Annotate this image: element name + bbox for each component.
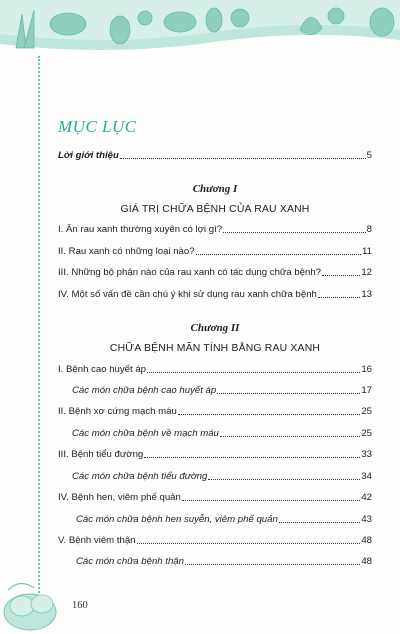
toc-entry[interactable]: [58, 267, 372, 279]
dot-leader: [217, 393, 360, 394]
toc-entry-title: V. Bệnh viêm thận: [58, 535, 136, 546]
chapter1-title: GIÁ TRỊ CHỮA BỆNH CỦA RAU XANH: [120, 204, 310, 215]
page-heading: MỤC LỤC: [58, 117, 137, 136]
dot-leader: [137, 543, 361, 544]
toc-entry-title: IV. Bệnh hen, viêm phế quản: [58, 492, 181, 503]
toc-entry-page: 34: [361, 471, 372, 482]
toc-entry[interactable]: [58, 224, 372, 236]
chapter2-title: CHỮA BỆNH MÃN TÍNH BẰNG RAU XANH: [109, 343, 321, 354]
toc-entry-title: I. Bệnh cao huyết áp: [58, 364, 147, 375]
toc-subentry[interactable]: [58, 514, 372, 526]
toc-entry-page: 42: [361, 492, 372, 503]
dot-leader: [279, 522, 361, 523]
dot-leader: [322, 275, 360, 276]
toc-entry-title: Lời giới thiệu: [58, 150, 119, 161]
toc-entry-title: Các món chữa bệnh cao huyết áp: [72, 385, 217, 396]
toc-entry[interactable]: [58, 449, 372, 461]
vegetable-corner-illustration: [0, 570, 70, 634]
toc-entry-page: 5: [366, 150, 372, 161]
dot-leader: [178, 414, 360, 415]
toc-entry[interactable]: [58, 492, 372, 504]
toc-entry-page: 25: [361, 428, 372, 439]
dot-leader: [220, 436, 360, 437]
toc-subentry[interactable]: [58, 556, 372, 568]
toc-subentry[interactable]: [58, 428, 372, 440]
page-number: 160: [72, 600, 88, 611]
dot-leader: [223, 232, 366, 233]
toc-entry-page: 8: [366, 224, 372, 235]
toc-entry[interactable]: [58, 364, 372, 376]
dot-leader: [185, 564, 360, 565]
toc-entry-title: III. Bệnh tiểu đường: [58, 449, 144, 460]
toc-entry-page: 12: [361, 267, 372, 278]
toc-entry-page: 33: [361, 449, 372, 460]
dot-leader: [318, 297, 360, 298]
toc-entry-title: III. Những bộ phận nào của rau xanh có tác dụng chữa bệnh?: [58, 267, 322, 278]
toc-entry-page: 43: [361, 514, 372, 525]
toc-entry-page: 25: [361, 406, 372, 417]
dot-leader: [120, 158, 366, 159]
dot-leader: [147, 372, 360, 373]
chapter2-label: Chương II: [190, 322, 240, 334]
toc-entry-title: II. Rau xanh có những loại nào?: [58, 246, 195, 257]
toc-entry-page: 48: [361, 535, 372, 546]
dot-leader: [208, 479, 360, 480]
toc-entry[interactable]: [58, 535, 372, 547]
toc-entry-page: 48: [361, 556, 372, 567]
toc-entry-title: I. Ăn rau xanh thường xuyên có lợi gì?: [58, 224, 223, 235]
toc-entry-page: 11: [362, 246, 372, 257]
margin-dotted-line: [38, 56, 40, 601]
header-banner: [0, 0, 400, 56]
chapter1-label: Chương I: [192, 183, 238, 195]
toc-entry-title: Các món chữa bệnh về mạch máu: [72, 428, 219, 439]
toc-entry-page: 13: [361, 289, 372, 300]
vegetable-banner-illustration: [0, 0, 400, 56]
dot-leader: [196, 254, 361, 255]
toc-entry-page: 17: [361, 385, 372, 396]
toc-entry[interactable]: [58, 246, 372, 258]
toc-entry-title: IV. Một số vấn đề cần chú ý khi sử dụng rau xanh chữa bệnh: [58, 289, 317, 300]
dot-leader: [144, 457, 360, 458]
toc-subentry[interactable]: [58, 385, 372, 397]
toc-entry-intro[interactable]: [58, 150, 372, 162]
toc-entry-title: Các món chữa bệnh hen suyễn, viêm phế quản: [76, 514, 278, 525]
dot-leader: [182, 500, 360, 501]
toc-entry-page: 16: [361, 364, 372, 375]
toc-entry-title: II. Bệnh xơ cứng mạch máu: [58, 406, 177, 417]
toc-entry[interactable]: [58, 289, 372, 301]
toc-entry-title: Các món chữa bệnh thận: [76, 556, 184, 567]
toc-entry-title: Các món chữa bệnh tiểu đường: [72, 471, 208, 482]
toc-entry[interactable]: [58, 406, 372, 418]
toc-subentry[interactable]: [58, 471, 372, 483]
